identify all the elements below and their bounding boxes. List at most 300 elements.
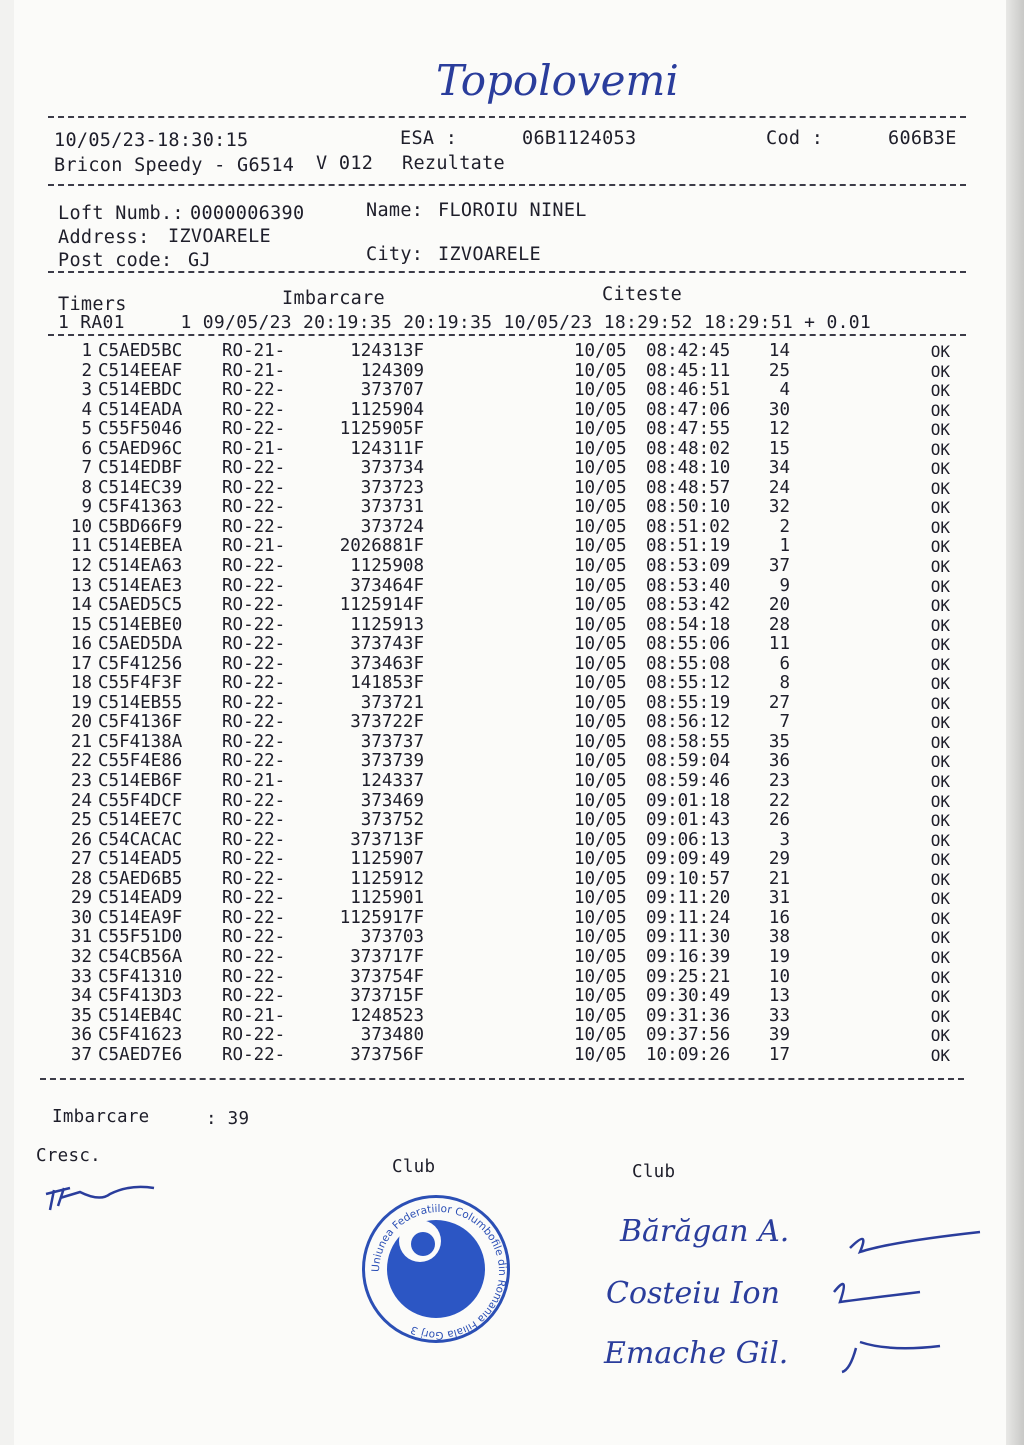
status: OK xyxy=(930,791,950,811)
status: OK xyxy=(930,381,950,401)
ring-number: 373737 xyxy=(360,731,424,752)
imbarcare-total-value: : 39 xyxy=(206,1109,250,1129)
chip-id: C55F51D0 xyxy=(98,927,183,948)
result-row xyxy=(52,1026,950,1046)
status: OK xyxy=(930,1026,950,1046)
divider xyxy=(48,334,966,336)
postcode-value: GJ xyxy=(188,250,211,271)
ring-number: 373469 xyxy=(360,790,424,811)
status: OK xyxy=(930,869,950,889)
arrival-date: 10/05 xyxy=(574,1025,627,1046)
arrival-time: 08:51:19 xyxy=(646,536,731,557)
row-number: 14 xyxy=(70,595,92,616)
chip-id: C5AED6B5 xyxy=(98,868,183,889)
ring-number: 1125907 xyxy=(350,849,424,870)
status: OK xyxy=(930,361,950,381)
arrival-date: 10/05 xyxy=(574,360,627,381)
chip-id: C514EBDC xyxy=(98,380,183,401)
position: 15 xyxy=(768,438,790,459)
row-number: 30 xyxy=(70,907,92,928)
ring-number: 373731 xyxy=(360,497,424,518)
position: 33 xyxy=(768,1005,790,1026)
status: OK xyxy=(930,1006,950,1026)
position: 13 xyxy=(768,986,790,1007)
arrival-time: 08:58:55 xyxy=(646,731,731,752)
ring-number: 373703 xyxy=(360,927,424,948)
club-stamp xyxy=(362,1195,510,1343)
stamp-text: Uniunea Federatiilor Columbofile din Romania Filiala Gorj 3 xyxy=(369,1202,509,1342)
status: OK xyxy=(930,342,950,361)
result-row xyxy=(52,518,950,538)
chip-id: C5AED5BC xyxy=(98,341,183,361)
row-number: 5 xyxy=(81,419,92,440)
chip-id: C5BD66F9 xyxy=(98,516,183,537)
arrival-date: 10/05 xyxy=(574,966,627,987)
cresc-label: Cresc. xyxy=(36,1146,102,1166)
results-table xyxy=(52,342,950,1065)
arrival-date: 10/05 xyxy=(574,907,627,928)
signature-1: Bărăgan A. xyxy=(620,1214,790,1249)
row-number: 27 xyxy=(70,849,92,870)
result-row xyxy=(52,557,950,577)
arrival-date: 10/05 xyxy=(574,575,627,596)
status: OK xyxy=(930,889,950,909)
arrival-date: 10/05 xyxy=(574,595,627,616)
result-row xyxy=(52,772,950,792)
ring-prefix: RO-21- xyxy=(222,341,286,361)
arrival-time: 09:09:49 xyxy=(646,849,731,870)
arrival-time: 08:50:10 xyxy=(646,497,731,518)
position: 27 xyxy=(768,692,790,713)
result-row xyxy=(52,459,950,479)
chip-id: C514EEAF xyxy=(98,360,183,381)
chip-id: C514EA9F xyxy=(98,907,183,928)
chip-id: C5AED7E6 xyxy=(98,1044,183,1065)
address-value: IZVOARELE xyxy=(168,226,271,247)
ring-prefix: RO-22- xyxy=(222,634,286,655)
row-number: 13 xyxy=(70,575,92,596)
result-row xyxy=(52,1046,950,1066)
row-number: 12 xyxy=(70,556,92,577)
arrival-time: 08:55:19 xyxy=(646,692,731,713)
ring-number: 373756F xyxy=(350,1044,424,1065)
result-row xyxy=(52,635,950,655)
row-number: 35 xyxy=(70,1005,92,1026)
svg-text:Uniunea Federatiilor Columbofi xyxy=(370,1203,508,1341)
row-number: 16 xyxy=(70,634,92,655)
ring-number: 141853F xyxy=(350,673,424,694)
page-edge-shadow xyxy=(1006,0,1024,1445)
chip-id: C514EDBF xyxy=(98,458,183,479)
chip-id: C5F41310 xyxy=(98,966,183,987)
position: 11 xyxy=(768,634,790,655)
position: 26 xyxy=(768,810,790,831)
ring-number: 373717F xyxy=(350,946,424,967)
postcode-label: Post code: xyxy=(58,250,173,271)
position: 19 xyxy=(768,946,790,967)
imbarcare-total-label: Imbarcare xyxy=(52,1107,150,1127)
breeder-signature xyxy=(40,1176,170,1216)
arrival-date: 10/05 xyxy=(574,888,627,909)
divider xyxy=(48,184,966,186)
ring-prefix: RO-22- xyxy=(222,614,286,635)
signature-flourishes xyxy=(830,1222,990,1382)
esa-value: 06B1124053 xyxy=(522,128,637,149)
result-row xyxy=(52,498,950,518)
name-value: FLOROIU NINEL xyxy=(438,200,587,221)
status: OK xyxy=(930,576,950,596)
position: 29 xyxy=(768,849,790,870)
result-row xyxy=(52,928,950,948)
divider xyxy=(48,271,966,273)
ring-number: 373463F xyxy=(350,653,424,674)
ring-number: 373464F xyxy=(350,575,424,596)
ring-prefix: RO-22- xyxy=(222,986,286,1007)
arrival-date: 10/05 xyxy=(574,731,627,752)
status: OK xyxy=(930,947,950,967)
arrival-date: 10/05 xyxy=(574,673,627,694)
ring-number: 124311F xyxy=(350,438,424,459)
ring-number: 2026881F xyxy=(339,536,424,557)
chip-id: C514EE7C xyxy=(98,810,183,831)
ring-prefix: RO-21- xyxy=(222,360,286,381)
row-number: 9 xyxy=(81,497,92,518)
row-number: 3 xyxy=(81,380,92,401)
ring-prefix: RO-22- xyxy=(222,477,286,498)
result-row xyxy=(52,733,950,753)
ring-prefix: RO-22- xyxy=(222,458,286,479)
status: OK xyxy=(930,987,950,1007)
arrival-date: 10/05 xyxy=(574,516,627,537)
signature-2: Costeiu Ion xyxy=(606,1276,780,1311)
arrival-date: 10/05 xyxy=(574,810,627,831)
result-row xyxy=(52,870,950,890)
status: OK xyxy=(930,635,950,655)
city-value: IZVOARELE xyxy=(438,244,541,265)
ring-prefix: RO-22- xyxy=(222,1044,286,1065)
ring-prefix: RO-22- xyxy=(222,868,286,889)
ring-number: 1125913 xyxy=(350,614,424,635)
chip-id: C5AED5C5 xyxy=(98,595,183,616)
imbarcare-header: Imbarcare xyxy=(282,288,385,309)
arrival-date: 10/05 xyxy=(574,790,627,811)
arrival-date: 10/05 xyxy=(574,946,627,967)
row-number: 8 xyxy=(81,477,92,498)
chip-id: C5F41363 xyxy=(98,497,183,518)
status: OK xyxy=(930,654,950,674)
position: 32 xyxy=(768,497,790,518)
name-label: Name: xyxy=(366,200,424,221)
ring-prefix: RO-22- xyxy=(222,810,286,831)
ring-number: 1125912 xyxy=(350,868,424,889)
status: OK xyxy=(930,752,950,772)
chip-id: C514EADA xyxy=(98,399,183,420)
status: OK xyxy=(930,517,950,537)
row-number: 36 xyxy=(70,1025,92,1046)
ring-prefix: RO-21- xyxy=(222,438,286,459)
row-number: 31 xyxy=(70,927,92,948)
ring-number: 373724 xyxy=(360,516,424,537)
arrival-time: 08:51:02 xyxy=(646,516,731,537)
status: OK xyxy=(930,693,950,713)
device-name: Bricon Speedy - G6514 xyxy=(54,155,295,176)
result-row xyxy=(52,850,950,870)
position: 14 xyxy=(768,341,790,361)
ring-number: 373734 xyxy=(360,458,424,479)
arrival-date: 10/05 xyxy=(574,1044,627,1065)
status: OK xyxy=(930,732,950,752)
arrival-date: 10/05 xyxy=(574,399,627,420)
arrival-time: 08:46:51 xyxy=(646,380,731,401)
arrival-date: 10/05 xyxy=(574,751,627,772)
arrival-time: 09:01:18 xyxy=(646,790,731,811)
club-label-1: Club xyxy=(392,1157,436,1177)
status: OK xyxy=(930,400,950,420)
city-label: City: xyxy=(366,244,424,265)
ring-number: 1125917F xyxy=(339,907,424,928)
result-row xyxy=(52,968,950,988)
ring-number: 373752 xyxy=(360,810,424,831)
row-number: 1 xyxy=(81,341,92,361)
ring-number: 124313F xyxy=(350,341,424,361)
arrival-date: 10/05 xyxy=(574,536,627,557)
position: 4 xyxy=(779,380,790,401)
chip-id: C514EA63 xyxy=(98,556,183,577)
ring-prefix: RO-22- xyxy=(222,888,286,909)
ring-prefix: RO-22- xyxy=(222,751,286,772)
row-number: 17 xyxy=(70,653,92,674)
arrival-time: 09:10:57 xyxy=(646,868,731,889)
status: OK xyxy=(930,811,950,831)
ring-prefix: RO-22- xyxy=(222,497,286,518)
row-number: 25 xyxy=(70,810,92,831)
chip-id: C514EBEA xyxy=(98,536,183,557)
position: 17 xyxy=(768,1044,790,1065)
row-number: 24 xyxy=(70,790,92,811)
chip-id: C514EB55 xyxy=(98,692,183,713)
ring-prefix: RO-22- xyxy=(222,731,286,752)
arrival-time: 09:06:13 xyxy=(646,829,731,850)
chip-id: C54CB56A xyxy=(98,946,183,967)
arrival-date: 10/05 xyxy=(574,849,627,870)
ring-prefix: RO-22- xyxy=(222,380,286,401)
status: OK xyxy=(930,772,950,792)
row-number: 11 xyxy=(70,536,92,557)
position: 25 xyxy=(768,360,790,381)
status: OK xyxy=(930,908,950,928)
position: 12 xyxy=(768,419,790,440)
arrival-date: 10/05 xyxy=(574,692,627,713)
ring-prefix: RO-21- xyxy=(222,1005,286,1026)
result-row xyxy=(52,420,950,440)
chip-id: C5F4136F xyxy=(98,712,183,733)
position: 7 xyxy=(779,712,790,733)
row-number: 6 xyxy=(81,438,92,459)
result-row xyxy=(52,792,950,812)
arrival-time: 08:59:04 xyxy=(646,751,731,772)
position: 22 xyxy=(768,790,790,811)
position: 35 xyxy=(768,731,790,752)
result-row xyxy=(52,752,950,772)
row-number: 28 xyxy=(70,868,92,889)
ring-prefix: RO-22- xyxy=(222,419,286,440)
result-row xyxy=(52,362,950,382)
arrival-date: 10/05 xyxy=(574,458,627,479)
arrival-time: 09:31:36 xyxy=(646,1005,731,1026)
arrival-time: 08:42:45 xyxy=(646,341,731,361)
arrival-time: 09:01:43 xyxy=(646,810,731,831)
position: 8 xyxy=(779,673,790,694)
arrival-time: 08:55:06 xyxy=(646,634,731,655)
status: OK xyxy=(930,498,950,518)
chip-id: C5F41256 xyxy=(98,653,183,674)
result-row xyxy=(52,713,950,733)
ring-prefix: RO-22- xyxy=(222,927,286,948)
ring-number: 373713F xyxy=(350,829,424,850)
status: OK xyxy=(930,537,950,557)
ring-number: 373480 xyxy=(360,1025,424,1046)
result-row xyxy=(52,537,950,557)
result-row xyxy=(52,440,950,460)
arrival-time: 08:48:02 xyxy=(646,438,731,459)
position: 36 xyxy=(768,751,790,772)
arrival-time: 09:11:30 xyxy=(646,927,731,948)
status: OK xyxy=(930,557,950,577)
chip-id: C514EAD5 xyxy=(98,849,183,870)
chip-id: C514EB4C xyxy=(98,1005,183,1026)
position: 16 xyxy=(768,907,790,928)
row-number: 20 xyxy=(70,712,92,733)
address-label: Address: xyxy=(58,227,150,248)
loft-number-label: Loft Numb.: xyxy=(58,203,184,224)
row-number: 33 xyxy=(70,966,92,987)
ring-prefix: RO-21- xyxy=(222,536,286,557)
chip-id: C514EAE3 xyxy=(98,575,183,596)
status: OK xyxy=(930,1045,950,1065)
chip-id: C514EB6F xyxy=(98,771,183,792)
position: 31 xyxy=(768,888,790,909)
result-row xyxy=(52,831,950,851)
result-row xyxy=(52,909,950,929)
arrival-date: 10/05 xyxy=(574,497,627,518)
ring-prefix: RO-22- xyxy=(222,1025,286,1046)
ring-prefix: RO-22- xyxy=(222,712,286,733)
arrival-date: 10/05 xyxy=(574,419,627,440)
signature-3: Emache Gil. xyxy=(604,1336,789,1371)
result-row xyxy=(52,811,950,831)
arrival-time: 09:16:39 xyxy=(646,946,731,967)
chip-id: C54CACAC xyxy=(98,829,183,850)
ring-number: 1125904 xyxy=(350,399,424,420)
ring-prefix: RO-21- xyxy=(222,771,286,792)
ring-number: 373721 xyxy=(360,692,424,713)
ring-number: 373722F xyxy=(350,712,424,733)
arrival-date: 10/05 xyxy=(574,477,627,498)
status: OK xyxy=(930,830,950,850)
position: 30 xyxy=(768,399,790,420)
ring-number: 1125905F xyxy=(339,419,424,440)
status: OK xyxy=(930,850,950,870)
ring-prefix: RO-22- xyxy=(222,556,286,577)
chip-id: C514EBE0 xyxy=(98,614,183,635)
row-number: 18 xyxy=(70,673,92,694)
arrival-date: 10/05 xyxy=(574,1005,627,1026)
result-row xyxy=(52,577,950,597)
arrival-time: 08:56:12 xyxy=(646,712,731,733)
row-number: 15 xyxy=(70,614,92,635)
arrival-date: 10/05 xyxy=(574,986,627,1007)
status: OK xyxy=(930,596,950,616)
arrival-time: 08:47:06 xyxy=(646,399,731,420)
row-number: 23 xyxy=(70,771,92,792)
chip-id: C55F4E86 xyxy=(98,751,183,772)
ring-number: 373707 xyxy=(360,380,424,401)
status: OK xyxy=(930,615,950,635)
row-number: 21 xyxy=(70,731,92,752)
divider xyxy=(40,1078,964,1080)
arrival-time: 09:37:56 xyxy=(646,1025,731,1046)
arrival-date: 10/05 xyxy=(574,341,627,361)
result-row xyxy=(52,655,950,675)
ring-number: 124337 xyxy=(360,771,424,792)
result-row xyxy=(52,479,950,499)
loft-number-value: 0000006390 xyxy=(190,203,305,224)
timers-label: Timers xyxy=(58,294,127,315)
chip-id: C55F5046 xyxy=(98,419,183,440)
arrival-date: 10/05 xyxy=(574,380,627,401)
position: 1 xyxy=(779,536,790,557)
ring-prefix: RO-22- xyxy=(222,907,286,928)
arrival-date: 10/05 xyxy=(574,712,627,733)
row-number: 7 xyxy=(81,458,92,479)
ring-prefix: RO-22- xyxy=(222,575,286,596)
ring-prefix: RO-22- xyxy=(222,516,286,537)
row-number: 34 xyxy=(70,986,92,1007)
chip-id: C514EC39 xyxy=(98,477,183,498)
position: 9 xyxy=(779,575,790,596)
row-number: 4 xyxy=(81,399,92,420)
chip-id: C55F4F3F xyxy=(98,673,183,694)
position: 23 xyxy=(768,771,790,792)
print-datetime: 10/05/23-18:30:15 xyxy=(54,130,249,151)
position: 34 xyxy=(768,458,790,479)
position: 20 xyxy=(768,595,790,616)
arrival-date: 10/05 xyxy=(574,634,627,655)
arrival-time: 09:25:21 xyxy=(646,966,731,987)
arrival-date: 10/05 xyxy=(574,556,627,577)
arrival-time: 08:54:18 xyxy=(646,614,731,635)
cod-value: 606B3E xyxy=(888,128,957,149)
ring-number: 373739 xyxy=(360,751,424,772)
status: OK xyxy=(930,967,950,987)
cod-label: Cod : xyxy=(766,128,824,149)
club-label-2: Club xyxy=(632,1162,676,1182)
result-row xyxy=(52,401,950,421)
arrival-time: 08:59:46 xyxy=(646,771,731,792)
ring-number: 1125908 xyxy=(350,556,424,577)
chip-id: C5F413D3 xyxy=(98,986,183,1007)
citeste-header: Citeste xyxy=(602,284,683,305)
position: 10 xyxy=(768,966,790,987)
arrival-time: 08:48:10 xyxy=(646,458,731,479)
arrival-time: 09:11:20 xyxy=(646,888,731,909)
arrival-time: 08:53:09 xyxy=(646,556,731,577)
position: 3 xyxy=(779,829,790,850)
ring-prefix: RO-22- xyxy=(222,829,286,850)
arrival-date: 10/05 xyxy=(574,771,627,792)
result-row xyxy=(52,948,950,968)
row-number: 19 xyxy=(70,692,92,713)
